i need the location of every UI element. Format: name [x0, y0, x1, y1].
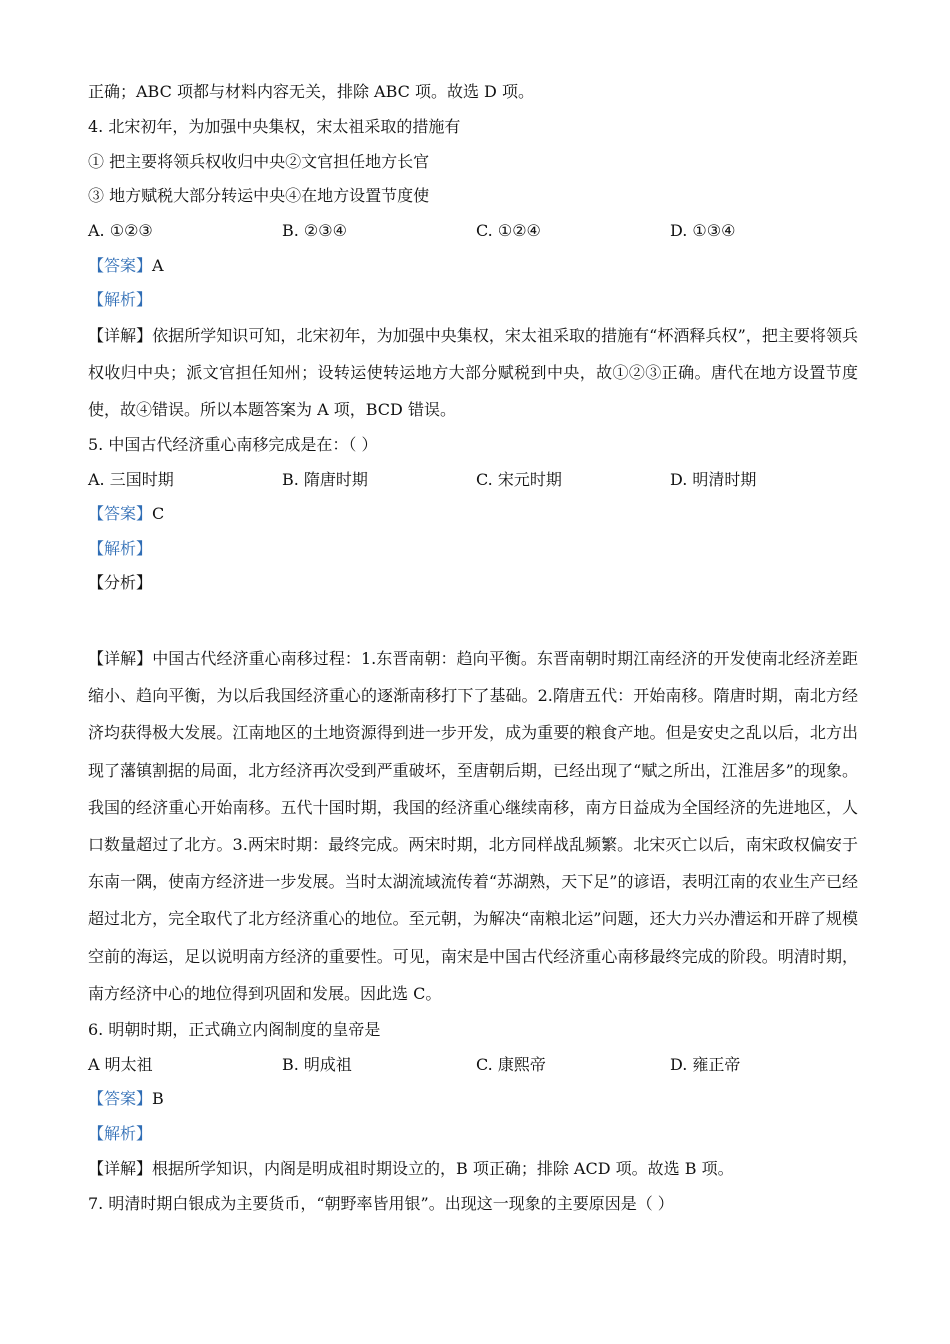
question-4-statement-2: ③ 地方赋税大部分转运中央④在地方设置节度使 — [88, 186, 430, 205]
question-4-answer — [88, 256, 868, 276]
question-4-analysis-tag: 【解析】 — [88, 290, 153, 309]
question-6-options — [88, 1055, 868, 1075]
option-a: A. ①②③ — [88, 221, 153, 240]
option-d: D. 明清时期 — [670, 470, 757, 489]
option-a: A 明太祖 — [88, 1055, 153, 1074]
answer-tag: 【答案】 — [88, 504, 153, 523]
answer-value: A — [152, 256, 164, 275]
option-d: D. ①③④ — [670, 221, 736, 240]
answer-tag: 【答案】 — [88, 256, 153, 275]
question-4-options — [88, 221, 868, 241]
option-d: D. 雍正帝 — [670, 1055, 741, 1074]
question-6-answer — [88, 1089, 868, 1109]
question-5-options — [88, 470, 868, 490]
question-4-detail: 【详解】依据所学知识可知，北宋初年，为加强中央集权，宋太祖采取的措施有“杯酒释兵权”，把主要将领兵权收归中央；派文官担任知州；设转运使转运地方大部分赋税到中央，故①②③正确。唐代在地方设置节度使，故④错误。所以本题答案为 A 项，BCD 错误。 — [88, 326, 858, 420]
option-b: B. 隋唐时期 — [282, 470, 368, 489]
option-b: B. ②③④ — [282, 221, 347, 240]
question-4-statement-1: ① 把主要将领兵权收归中央②文官担任地方长官 — [88, 152, 430, 171]
question-4-stem: 4. 北宋初年，为加强中央集权，宋太祖采取的措施有 — [88, 117, 461, 136]
answer-value: C — [152, 504, 165, 523]
answer-value: B — [152, 1089, 164, 1108]
question-7-stem: 7. 明清时期白银成为主要货币，“朝野率皆用银”。出现这一现象的主要原因是（ ） — [88, 1194, 674, 1213]
text-line: 正确；ABC 项都与材料内容无关，排除 ABC 项。故选 D 项。 — [88, 82, 534, 101]
option-c: C. ①②④ — [476, 221, 541, 240]
question-6-stem: 6. 明朝时期，正式确立内阁制度的皇帝是 — [88, 1020, 381, 1039]
question-5-analysis-tag: 【解析】 — [88, 539, 153, 558]
answer-tag: 【答案】 — [88, 1089, 153, 1108]
question-5-answer — [88, 504, 868, 524]
option-c: C. 宋元时期 — [476, 470, 562, 489]
question-5-detail: 【详解】中国古代经济重心南移过程：1.东晋南朝：趋向平衡。东晋南朝时期江南经济的开发使南北经济差距缩小、趋向平衡，为以后我国经济重心的逐渐南移打下了基础。2.隋唐五代：开始南移。隋唐时期，南北方经济均获得极大发展。江南地区的土地资源得到进一步开发，成为重要的粮食产地。但是安史之乱以后，北方出现了藩镇割据的局面，北方经济再次受到严重破坏，至唐朝后期，已经出现了“赋之所出，江淮居多”的现象。我国的经济重心开始南移。五代十国时期，我国的经济重心继续南移，南方日益成为全国经济的先进地区，人口数量超过了北方。3.两宋时期：最终完成。两宋时期，北方同样战乱频繁。北宋灭亡以后，南宋政权偏安于东南一隅，使南方经济进一步发展。当时太湖流域流传着“苏湖熟，天下足”的谚语，表明江南的农业生产已经超过北方，完全取代了北方经济重心的地位。至元朝，为解决“南粮北运”问题，还大力兴办漕运和开辟了规模空前的海运，足以说明南方经济的重要性。可见，南宋是中国古代经济重心南移最终完成的阶段。明清时期，南方经济中心的地位得到巩固和发展。因此选 C。 — [88, 649, 858, 1003]
option-b: B. 明成祖 — [282, 1055, 352, 1074]
question-5-fenxi-tag: 【分析】 — [88, 573, 153, 592]
option-a: A. 三国时期 — [88, 470, 174, 489]
option-c: C. 康熙帝 — [476, 1055, 546, 1074]
question-6-analysis-tag: 【解析】 — [88, 1124, 153, 1143]
question-6-detail: 【详解】根据所学知识，内阁是明成祖时期设立的，B 项正确；排除 ACD 项。故选 B 项。 — [88, 1159, 734, 1178]
question-5-stem: 5. 中国古代经济重心南移完成是在：（ ） — [88, 435, 378, 454]
